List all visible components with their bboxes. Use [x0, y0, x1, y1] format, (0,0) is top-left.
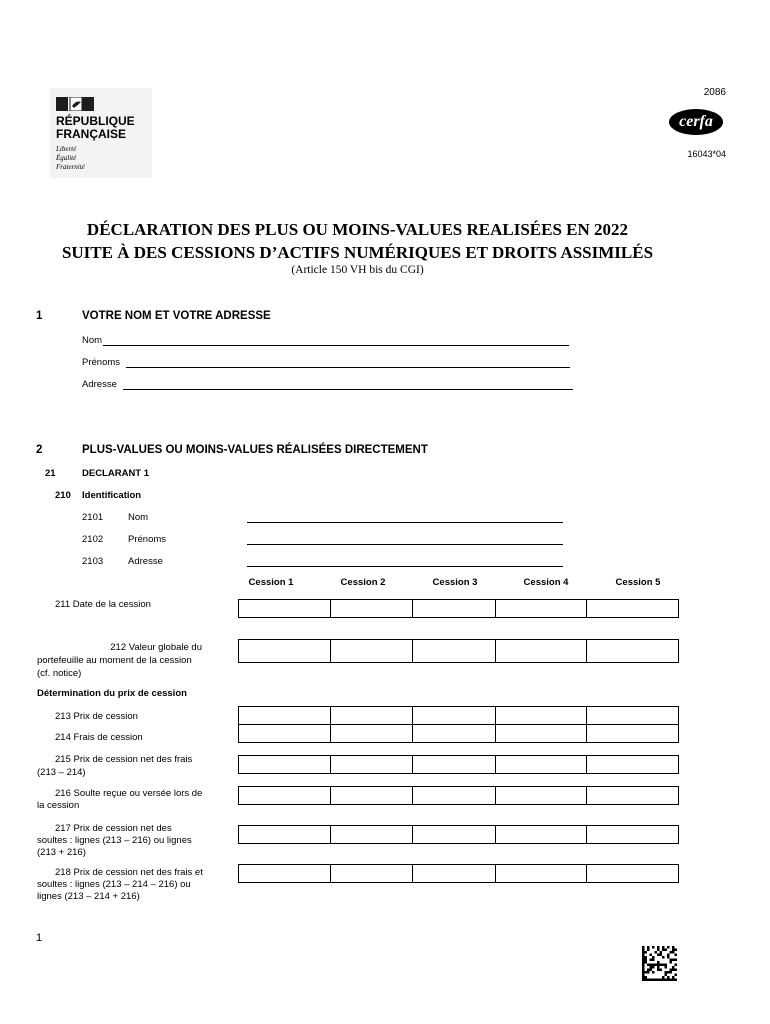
- row-label-218-line2: soultes : lignes (213 – 214 – 216) ou: [37, 879, 191, 890]
- declarant-number: 21: [45, 468, 56, 479]
- nom-field[interactable]: [103, 345, 569, 346]
- ident-number: 210: [55, 490, 71, 501]
- row-label-217-line3: (213 + 216): [37, 847, 86, 858]
- input-215-cession-2[interactable]: [330, 755, 413, 774]
- input-211-cession-5[interactable]: [586, 599, 679, 618]
- input-215-cession-1[interactable]: [238, 755, 331, 774]
- cerfa-number: 16043*04: [687, 149, 726, 159]
- marianne-icon: [56, 97, 94, 111]
- section1-prenoms-label: Prénoms: [82, 357, 121, 368]
- input-215-cession-5[interactable]: [586, 755, 679, 774]
- input-211-cession-2[interactable]: [330, 599, 413, 618]
- input-214-cession-4[interactable]: [495, 724, 587, 743]
- input-212-cession-2[interactable]: [330, 639, 413, 663]
- section2-heading: PLUS-VALUES OU MOINS-VALUES RÉALISÉES DIRECTEMENT: [82, 444, 428, 456]
- input-218-cession-5[interactable]: [586, 864, 679, 883]
- row-label-216-line1: 216 Soulte reçue ou versée lors de: [55, 788, 203, 799]
- column-header-cession-4: Cession 4: [523, 577, 569, 588]
- field-code-2102: 2102: [82, 534, 104, 545]
- input-217-cession-4[interactable]: [495, 825, 587, 844]
- prenoms-field[interactable]: [126, 367, 570, 368]
- row-label-215-line1: 215 Prix de cession net des frais: [55, 754, 193, 765]
- input-215-cession-4[interactable]: [495, 755, 587, 774]
- row-label-215-line2: (213 – 214): [37, 767, 86, 778]
- field-label-2102: Prénoms: [128, 534, 167, 545]
- title-line1: DÉCLARATION DES PLUS OU MOINS-VALUES REALISÉES EN 2022: [86, 220, 629, 239]
- field-label-2103: Adresse: [128, 556, 163, 567]
- logo-motto3: Fraternité: [56, 163, 85, 171]
- field-label-2101: Nom: [128, 512, 149, 523]
- logo-line1: RÉPUBLIQUE: [56, 114, 135, 128]
- input-213-cession-1[interactable]: [238, 706, 331, 725]
- input-212-cession-5[interactable]: [586, 639, 679, 663]
- input-218-cession-2[interactable]: [330, 864, 413, 883]
- input-215-cession-3[interactable]: [412, 755, 496, 774]
- determination-heading: Détermination du prix de cession: [37, 688, 187, 699]
- input-216-cession-1[interactable]: [238, 786, 331, 805]
- input-212-cession-3[interactable]: [412, 639, 496, 663]
- input-211-cession-1[interactable]: [238, 599, 331, 618]
- row-label-212-line3: (cf. notice): [37, 668, 82, 679]
- cerfa-label: cerfa: [679, 113, 713, 130]
- input-216-cession-2[interactable]: [330, 786, 413, 805]
- logo-motto1: Liberté: [56, 145, 77, 153]
- input-217-cession-3[interactable]: [412, 825, 496, 844]
- input-216-cession-5[interactable]: [586, 786, 679, 805]
- section1-nom-label: Nom: [82, 335, 103, 346]
- input-216-cession-4[interactable]: [495, 786, 587, 805]
- row-label-217-line2: soultes : lignes (213 – 216) ou lignes: [37, 835, 192, 846]
- input-213-cession-5[interactable]: [586, 706, 679, 725]
- section1-heading: VOTRE NOM ET VOTRE ADRESSE: [82, 310, 271, 322]
- input-214-cession-2[interactable]: [330, 724, 413, 743]
- input-218-cession-4[interactable]: [495, 864, 587, 883]
- title-subtitle: (Article 150 VH bis du CGI): [291, 264, 424, 276]
- declarant-heading: DECLARANT 1: [82, 468, 150, 479]
- logo-line2: FRANÇAISE: [56, 127, 127, 141]
- title-line2: SUITE À DES CESSIONS D’ACTIFS NUMÉRIQUES ET DROITS ASSIMILÉS: [61, 243, 654, 262]
- input-212-cession-4[interactable]: [495, 639, 587, 663]
- row-label-212-line1: 212 Valeur globale du: [110, 642, 202, 653]
- row-label-214: 214 Frais de cession: [55, 732, 143, 743]
- column-header-cession-3: Cession 3: [432, 577, 478, 588]
- section1-number: 1: [36, 310, 43, 322]
- field-input-2101[interactable]: [247, 522, 563, 523]
- row-label-218-line1: 218 Prix de cession net des frais et: [55, 867, 203, 878]
- input-211-cession-3[interactable]: [412, 599, 496, 618]
- column-header-cession-5: Cession 5: [615, 577, 661, 588]
- row-label-218-line3: lignes (213 – 214 + 216): [37, 891, 140, 902]
- input-214-cession-5[interactable]: [586, 724, 679, 743]
- input-216-cession-3[interactable]: [412, 786, 496, 805]
- field-input-2102[interactable]: [247, 544, 563, 545]
- section2-number: 2: [36, 444, 43, 456]
- input-212-cession-1[interactable]: [238, 639, 331, 663]
- input-218-cession-3[interactable]: [412, 864, 496, 883]
- field-code-2101: 2101: [82, 512, 104, 523]
- row-label-217-line1: 217 Prix de cession net des: [55, 823, 172, 834]
- republique-logo: [50, 88, 152, 178]
- row-label-211: 211 Date de la cession: [55, 599, 151, 610]
- section1-adresse-label: Adresse: [82, 379, 117, 390]
- input-214-cession-1[interactable]: [238, 724, 331, 743]
- row-label-212-line2: portefeuille au moment de la cession: [37, 655, 192, 666]
- input-214-cession-3[interactable]: [412, 724, 496, 743]
- page-number: 1: [36, 932, 43, 944]
- column-header-cession-2: Cession 2: [340, 577, 386, 588]
- field-input-2103[interactable]: [247, 566, 563, 567]
- row-label-213: 213 Prix de cession: [55, 711, 138, 722]
- input-217-cession-2[interactable]: [330, 825, 413, 844]
- datamatrix-barcode-icon: [642, 946, 677, 981]
- input-213-cession-4[interactable]: [495, 706, 587, 725]
- input-217-cession-1[interactable]: [238, 825, 331, 844]
- input-213-cession-2[interactable]: [330, 706, 413, 725]
- column-header-cession-1: Cession 1: [248, 577, 294, 588]
- row-label-216-line2: la cession: [37, 800, 80, 811]
- input-213-cession-3[interactable]: [412, 706, 496, 725]
- input-217-cession-5[interactable]: [586, 825, 679, 844]
- ident-heading: Identification: [82, 490, 142, 501]
- input-218-cession-1[interactable]: [238, 864, 331, 883]
- adresse-field[interactable]: [123, 389, 573, 390]
- field-code-2103: 2103: [82, 556, 104, 567]
- input-211-cession-4[interactable]: [495, 599, 587, 618]
- logo-motto2: Égalité: [56, 154, 77, 162]
- cerfa-logo: [669, 109, 723, 135]
- form-number: 2086: [703, 87, 726, 98]
